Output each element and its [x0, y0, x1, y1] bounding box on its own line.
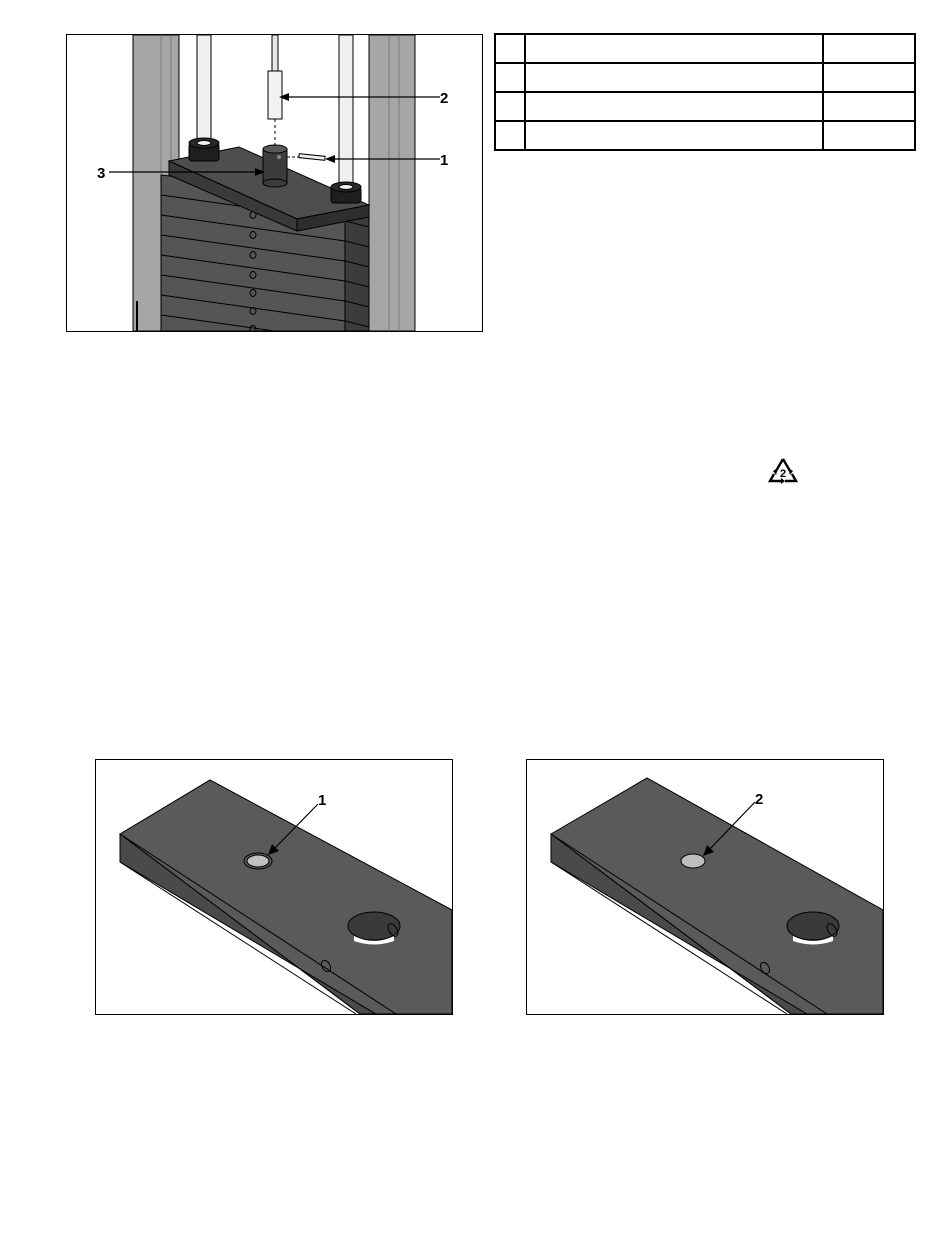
recycle-code: 2: [779, 468, 787, 480]
table-cell: [495, 63, 525, 92]
table-row: [495, 63, 915, 92]
table-cell: [823, 92, 915, 121]
table-cell: [525, 63, 823, 92]
cable-rod: [272, 35, 278, 71]
plate-detail-left: [95, 759, 453, 1015]
table-row: [495, 121, 915, 150]
table-cell: [823, 121, 915, 150]
plate-detail-right: [526, 759, 884, 1015]
callout-1: 1: [318, 792, 327, 809]
weight-stack-illustration: [66, 34, 483, 332]
hole-plug: [681, 854, 705, 868]
table-cell: [823, 34, 915, 63]
large-hole: [787, 912, 839, 940]
table-cell: [495, 92, 525, 121]
selector-stem: [263, 145, 287, 187]
callout-2: 2: [755, 791, 764, 808]
table-cell: [525, 34, 823, 63]
table-cell: [495, 121, 525, 150]
left-guide-rod: [197, 35, 211, 145]
callout-2: 2: [440, 90, 449, 107]
parts-table: [494, 33, 916, 151]
table-cell: [525, 121, 823, 150]
recycle-icon: [767, 457, 799, 485]
callout-1: 1: [440, 152, 449, 169]
plate-top-face: [120, 780, 452, 1014]
right-bushing: [331, 182, 361, 203]
callout-3: 3: [97, 165, 106, 182]
table-row: [495, 34, 915, 63]
table-cell: [525, 92, 823, 121]
table-cell: [495, 34, 525, 63]
locking-pin: [299, 154, 325, 161]
plate-top-face: [551, 778, 883, 1014]
left-bushing: [189, 138, 219, 161]
table-cell: [823, 63, 915, 92]
table-row: [495, 92, 915, 121]
large-hole: [348, 912, 400, 940]
right-guide-rod: [339, 35, 353, 190]
rod-sleeve: [268, 71, 282, 119]
right-upright: [369, 35, 415, 331]
